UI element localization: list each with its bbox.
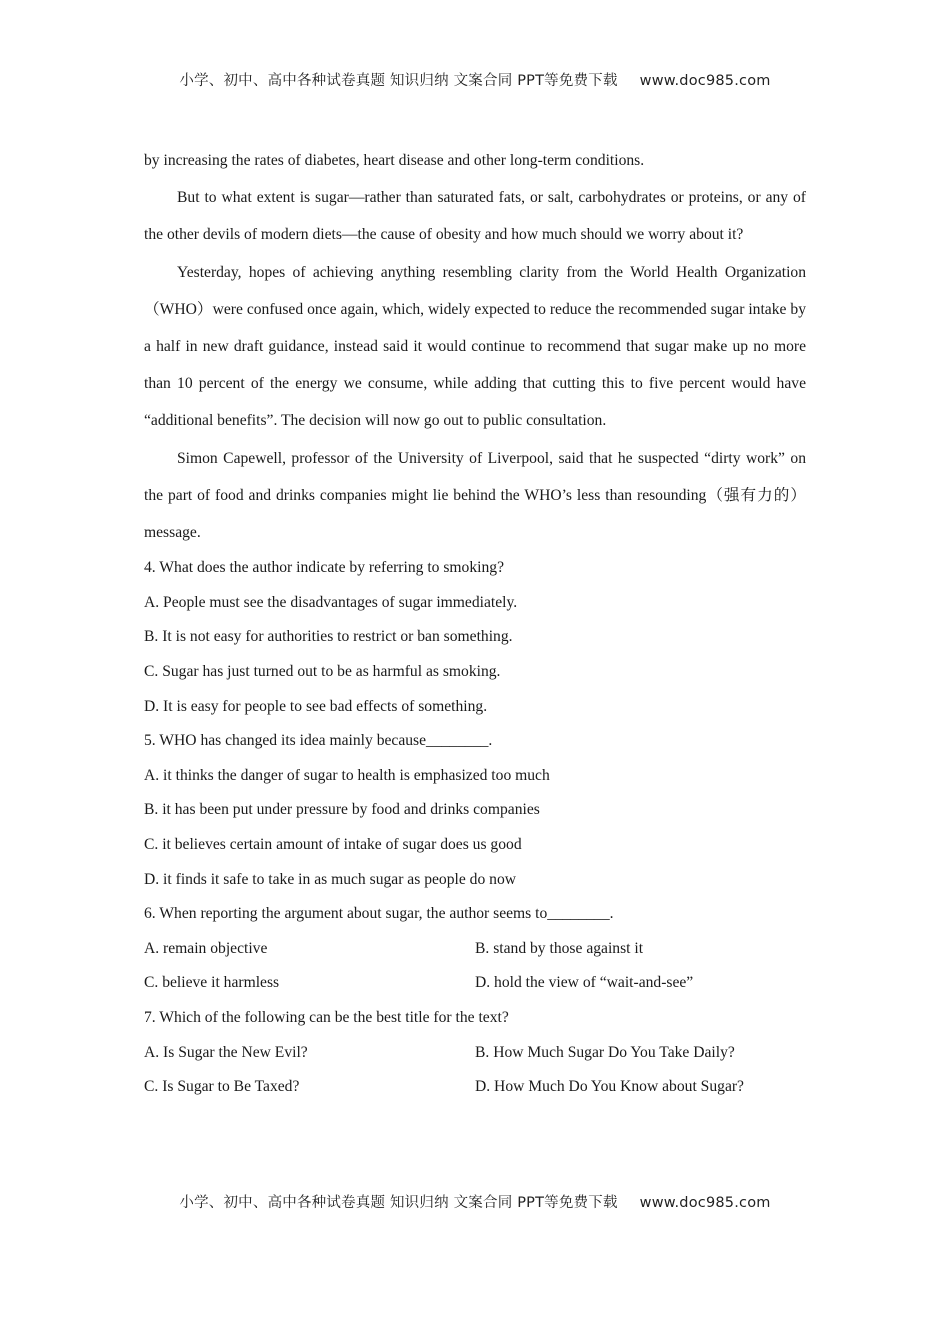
question-stem: 6. When reporting the argument about sugar, the author seems to________. — [144, 905, 614, 923]
passage-paragraph: Simon Capewell, professor of the University of Liverpool, said that he suspected “dirty work” on the part of food and drinks companies might lie behind the WHO’s less than resounding（强有力的）message. — [144, 449, 806, 542]
page-header — [0, 69, 950, 90]
option-c: C. Sugar has just turned out to be as harmful as smoking. — [144, 663, 501, 681]
option-d: D. hold the view of “wait-and-see” — [475, 974, 694, 992]
option-row — [144, 1036, 806, 1071]
option-row — [144, 966, 806, 1001]
option-a: A. Is Sugar the New Evil? — [144, 1043, 308, 1061]
question-5 — [144, 724, 806, 897]
passage-paragraph: Yesterday, hopes of achieving anything resembling clarity from the World Health Organization（WHO）were confused once again, which, widely expected to reduce the recommended sugar intake by a half in new draft guidance, instead said it would continue to recommend that sugar make up no more than 10 percent of the energy we consume, while adding that cutting this to five percent would have “additional benefits”. The decision will now go out to public consultation. — [144, 263, 806, 430]
option-d: D. It is easy for people to see bad effects of something. — [144, 697, 488, 715]
option-a: A. People must see the disadvantages of sugar immediately. — [144, 593, 518, 611]
option-b: B. stand by those against it — [475, 939, 644, 957]
option-row — [144, 932, 806, 967]
option-c: C. Is Sugar to Be Taxed? — [144, 1078, 300, 1096]
document-body — [144, 142, 806, 1105]
option-c: C. believe it harmless — [144, 974, 280, 992]
footer-text: 小学、初中、高中各种试卷真题 知识归纳 文案合同 PPT等免费下载 — [179, 1195, 618, 1211]
footer-site-link[interactable]: www.doc985.com — [639, 1195, 771, 1211]
option-d: D. it finds it safe to take in as much sugar as people do now — [144, 870, 517, 888]
option-b: B. How Much Sugar Do You Take Daily? — [475, 1043, 735, 1061]
passage-paragraph: by increasing the rates of diabetes, heart disease and other long-term conditions. — [144, 152, 645, 169]
question-6 — [144, 897, 806, 1001]
question-4 — [144, 551, 806, 724]
option-d: D. How Much Do You Know about Sugar? — [475, 1078, 744, 1096]
option-row — [144, 1070, 806, 1105]
option-b: B. It is not easy for authorities to restrict or ban something. — [144, 628, 513, 646]
question-7 — [144, 1001, 806, 1105]
page-footer — [0, 1191, 950, 1212]
passage-paragraph: But to what extent is sugar—rather than saturated fats, or salt, carbohydrates or proteins, or any of the other devils of modern diets—the cause of obesity and how much should we worry about it? — [144, 189, 806, 244]
option-a: A. remain objective — [144, 939, 268, 957]
question-stem: 7. Which of the following can be the best title for the text? — [144, 1008, 509, 1026]
question-stem: 5. WHO has changed its idea mainly because________. — [144, 732, 493, 750]
option-a: A. it thinks the danger of sugar to health is emphasized too much — [144, 766, 550, 784]
header-text: 小学、初中、高中各种试卷真题 知识归纳 文案合同 PPT等免费下载 — [179, 73, 618, 89]
option-c: C. it believes certain amount of intake of sugar does us good — [144, 835, 522, 853]
header-site-link[interactable]: www.doc985.com — [639, 73, 771, 89]
option-b: B. it has been put under pressure by food and drinks companies — [144, 801, 540, 819]
question-stem: 4. What does the author indicate by referring to smoking? — [144, 559, 504, 577]
